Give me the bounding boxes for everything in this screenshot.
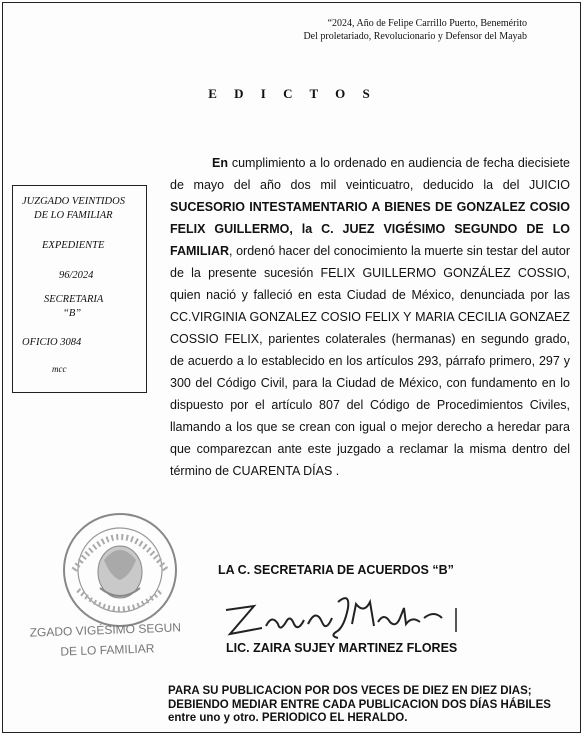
court-name-line-1: JUZGADO VEINTIDOS — [22, 196, 125, 207]
body-part-2: , ordenó hacer del conocimiento la muerte sin testar del autor de la presente sucesión FELIX GUILLERMO GONZÁLEZ COSSIO, quien nació y falleció en esta Ciudad de México, denunciada por las CC.VIRGINIA GONZALEZ COSIO FELIX Y MARIA CECILIA GONZAEZ COSSIO FELIX, parientes colaterales (hermanas) en segundo grado, de acuerdo a lo establecido en los artículos 293, párrafo primero, 297 y 300 del Código Civil, para la Ciudad de México, con fundamento en lo dispuesto por el artículo 807 del Código de Procedimientos Civiles, llamando a los que se crean con igual o mejor derecho a heredar para que comparezcan ante este juzgado a reclamar la misma dentro del término de CUARENTA DÍAS . — [170, 244, 570, 478]
secretaria-value: “B” — [63, 308, 82, 319]
body-bold-1: SUCESORIO INTESTAMENTARIO A BIENES DE GONZALEZ COSIO FELIX GUILLERMO, la C. JUEZ VIGÉSIMO SEGUNDO DE LO FAMILIAR — [170, 200, 570, 258]
oficio-number: OFICIO 3084 — [22, 337, 82, 348]
case-info-box — [12, 185, 147, 393]
court-seal-icon — [60, 510, 180, 630]
expediente-number: 96/2024 — [59, 270, 94, 281]
expediente-label: EXPEDIENTE — [42, 240, 105, 251]
court-stamp-line-2: DE LO FAMILIAR — [60, 641, 155, 659]
court-stamp-text — [29, 617, 182, 662]
body-en: En — [212, 156, 228, 170]
typist-initials: mcc — [52, 364, 67, 374]
motto-line-2: Del proletariado, Revolucionario y Defensor del Mayab — [303, 31, 527, 42]
document-title: E D I C T O S — [208, 86, 377, 101]
footer-line-2: DEBIENDO MEDIAR ENTRE CADA PUBLICACION DOS DÍAS HÁBILES — [168, 698, 551, 711]
secretaria-label: SECRETARIA — [44, 294, 104, 305]
signer-name: LIC. ZAIRA SUJEY MARTINEZ FLORES — [226, 641, 458, 655]
edict-paragraph — [170, 152, 570, 482]
edict-body — [170, 152, 570, 482]
publication-instructions — [168, 685, 576, 726]
header-motto — [227, 17, 527, 43]
court-name-line-2: DE LO FAMILIAR — [34, 210, 113, 221]
secretaria-title: LA C. SECRETARIA DE ACUERDOS “B” — [218, 563, 454, 577]
footer-line-3: entre uno y otro. PERIODICO EL HERALDO. — [168, 712, 408, 724]
court-stamp-line-1: ZGADO VIGÉSIMO SEGUN — [29, 620, 182, 640]
handwritten-signature-icon — [220, 588, 460, 648]
motto-line-1: “2024, Año de Felipe Carrillo Puerto, Benemérito — [327, 18, 527, 29]
body-part-1: cumplimiento a lo ordenado en audiencia de fecha diecisiete de mayo del año dos mil veinticuatro, deducido la del JUICIO — [170, 156, 570, 192]
footer-line-1: PARA SU PUBLICACION POR DOS VECES DE DIEZ EN DIEZ DIAS; — [168, 685, 532, 697]
